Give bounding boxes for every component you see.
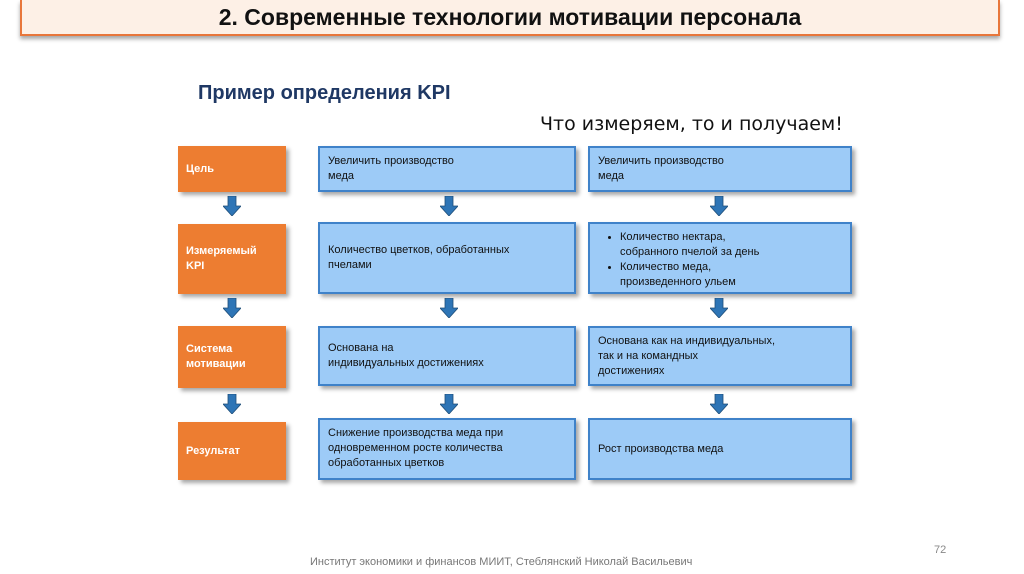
cell-goal-col1 xyxy=(318,146,576,192)
label-result xyxy=(178,422,286,480)
cell-line: Увеличить производство xyxy=(598,155,724,167)
down-arrow-icon xyxy=(223,196,241,216)
down-arrow-icon xyxy=(710,394,728,414)
cell-kpi-col2 xyxy=(588,222,852,294)
footer-text: Институт экономики и финансов МИИТ, Стеблянский Николай Васильевич xyxy=(310,556,693,568)
slide-title: 2. Современные технологии мотивации персонала xyxy=(218,3,802,30)
label-line: Измеряемый xyxy=(186,245,257,257)
slide-title-bar xyxy=(20,0,1000,36)
cell-line: произведенного ульем xyxy=(620,276,736,288)
cell-line: • Количество нектара, xyxy=(620,231,726,243)
cell-line: собранного пчелой за день xyxy=(620,246,760,258)
cell-line: Рост производства меда xyxy=(598,442,724,455)
label-line: Результат xyxy=(186,444,241,457)
cell-kpi-col1 xyxy=(318,222,576,294)
down-arrow-icon xyxy=(440,394,458,414)
list-item xyxy=(620,260,842,290)
cell-line: меда xyxy=(328,170,354,182)
subtitle: Пример определения KPI xyxy=(198,82,451,104)
label-line: KPI xyxy=(186,260,205,272)
cell-line: индивидуальных достижениях xyxy=(328,357,484,369)
cell-result-col1 xyxy=(318,418,576,480)
label-goal xyxy=(178,146,286,192)
cell-line: одновременном росте количества xyxy=(328,442,503,454)
label-line: Система xyxy=(186,343,233,355)
down-arrow-icon xyxy=(440,196,458,216)
cell-result-col2 xyxy=(588,418,852,480)
down-arrow-icon xyxy=(440,298,458,318)
cell-line: пчелами xyxy=(328,259,372,271)
down-arrow-icon xyxy=(223,394,241,414)
cell-line: Основана как на индивидуальных, xyxy=(598,335,775,347)
cell-line: Увеличить производство xyxy=(328,155,454,167)
down-arrow-icon xyxy=(710,196,728,216)
cell-line: так и на командных xyxy=(598,350,699,362)
cell-goal-col2 xyxy=(588,146,852,192)
cell-line: достижениях xyxy=(598,365,665,377)
cell-line: Количество цветков, обработанных xyxy=(328,244,510,256)
cell-line: Основана на xyxy=(328,342,394,354)
label-line: Цель xyxy=(186,162,215,175)
down-arrow-icon xyxy=(710,298,728,318)
cell-motivation-col2 xyxy=(588,326,852,386)
label-kpi xyxy=(178,224,286,294)
list-item xyxy=(620,230,842,260)
kpi-bullet-list xyxy=(598,230,842,290)
cell-line: • Количество меда, xyxy=(620,261,712,273)
cell-line: меда xyxy=(598,170,624,182)
slogan: Что измеряем, то и получаем! xyxy=(540,113,843,135)
label-motivation xyxy=(178,326,286,388)
page-number: 72 xyxy=(934,544,947,556)
label-line: мотивации xyxy=(186,358,246,370)
cell-line: обработанных цветков xyxy=(328,457,445,469)
down-arrow-icon xyxy=(223,298,241,318)
cell-motivation-col1 xyxy=(318,326,576,386)
cell-line: Снижение производства меда при xyxy=(328,427,504,439)
